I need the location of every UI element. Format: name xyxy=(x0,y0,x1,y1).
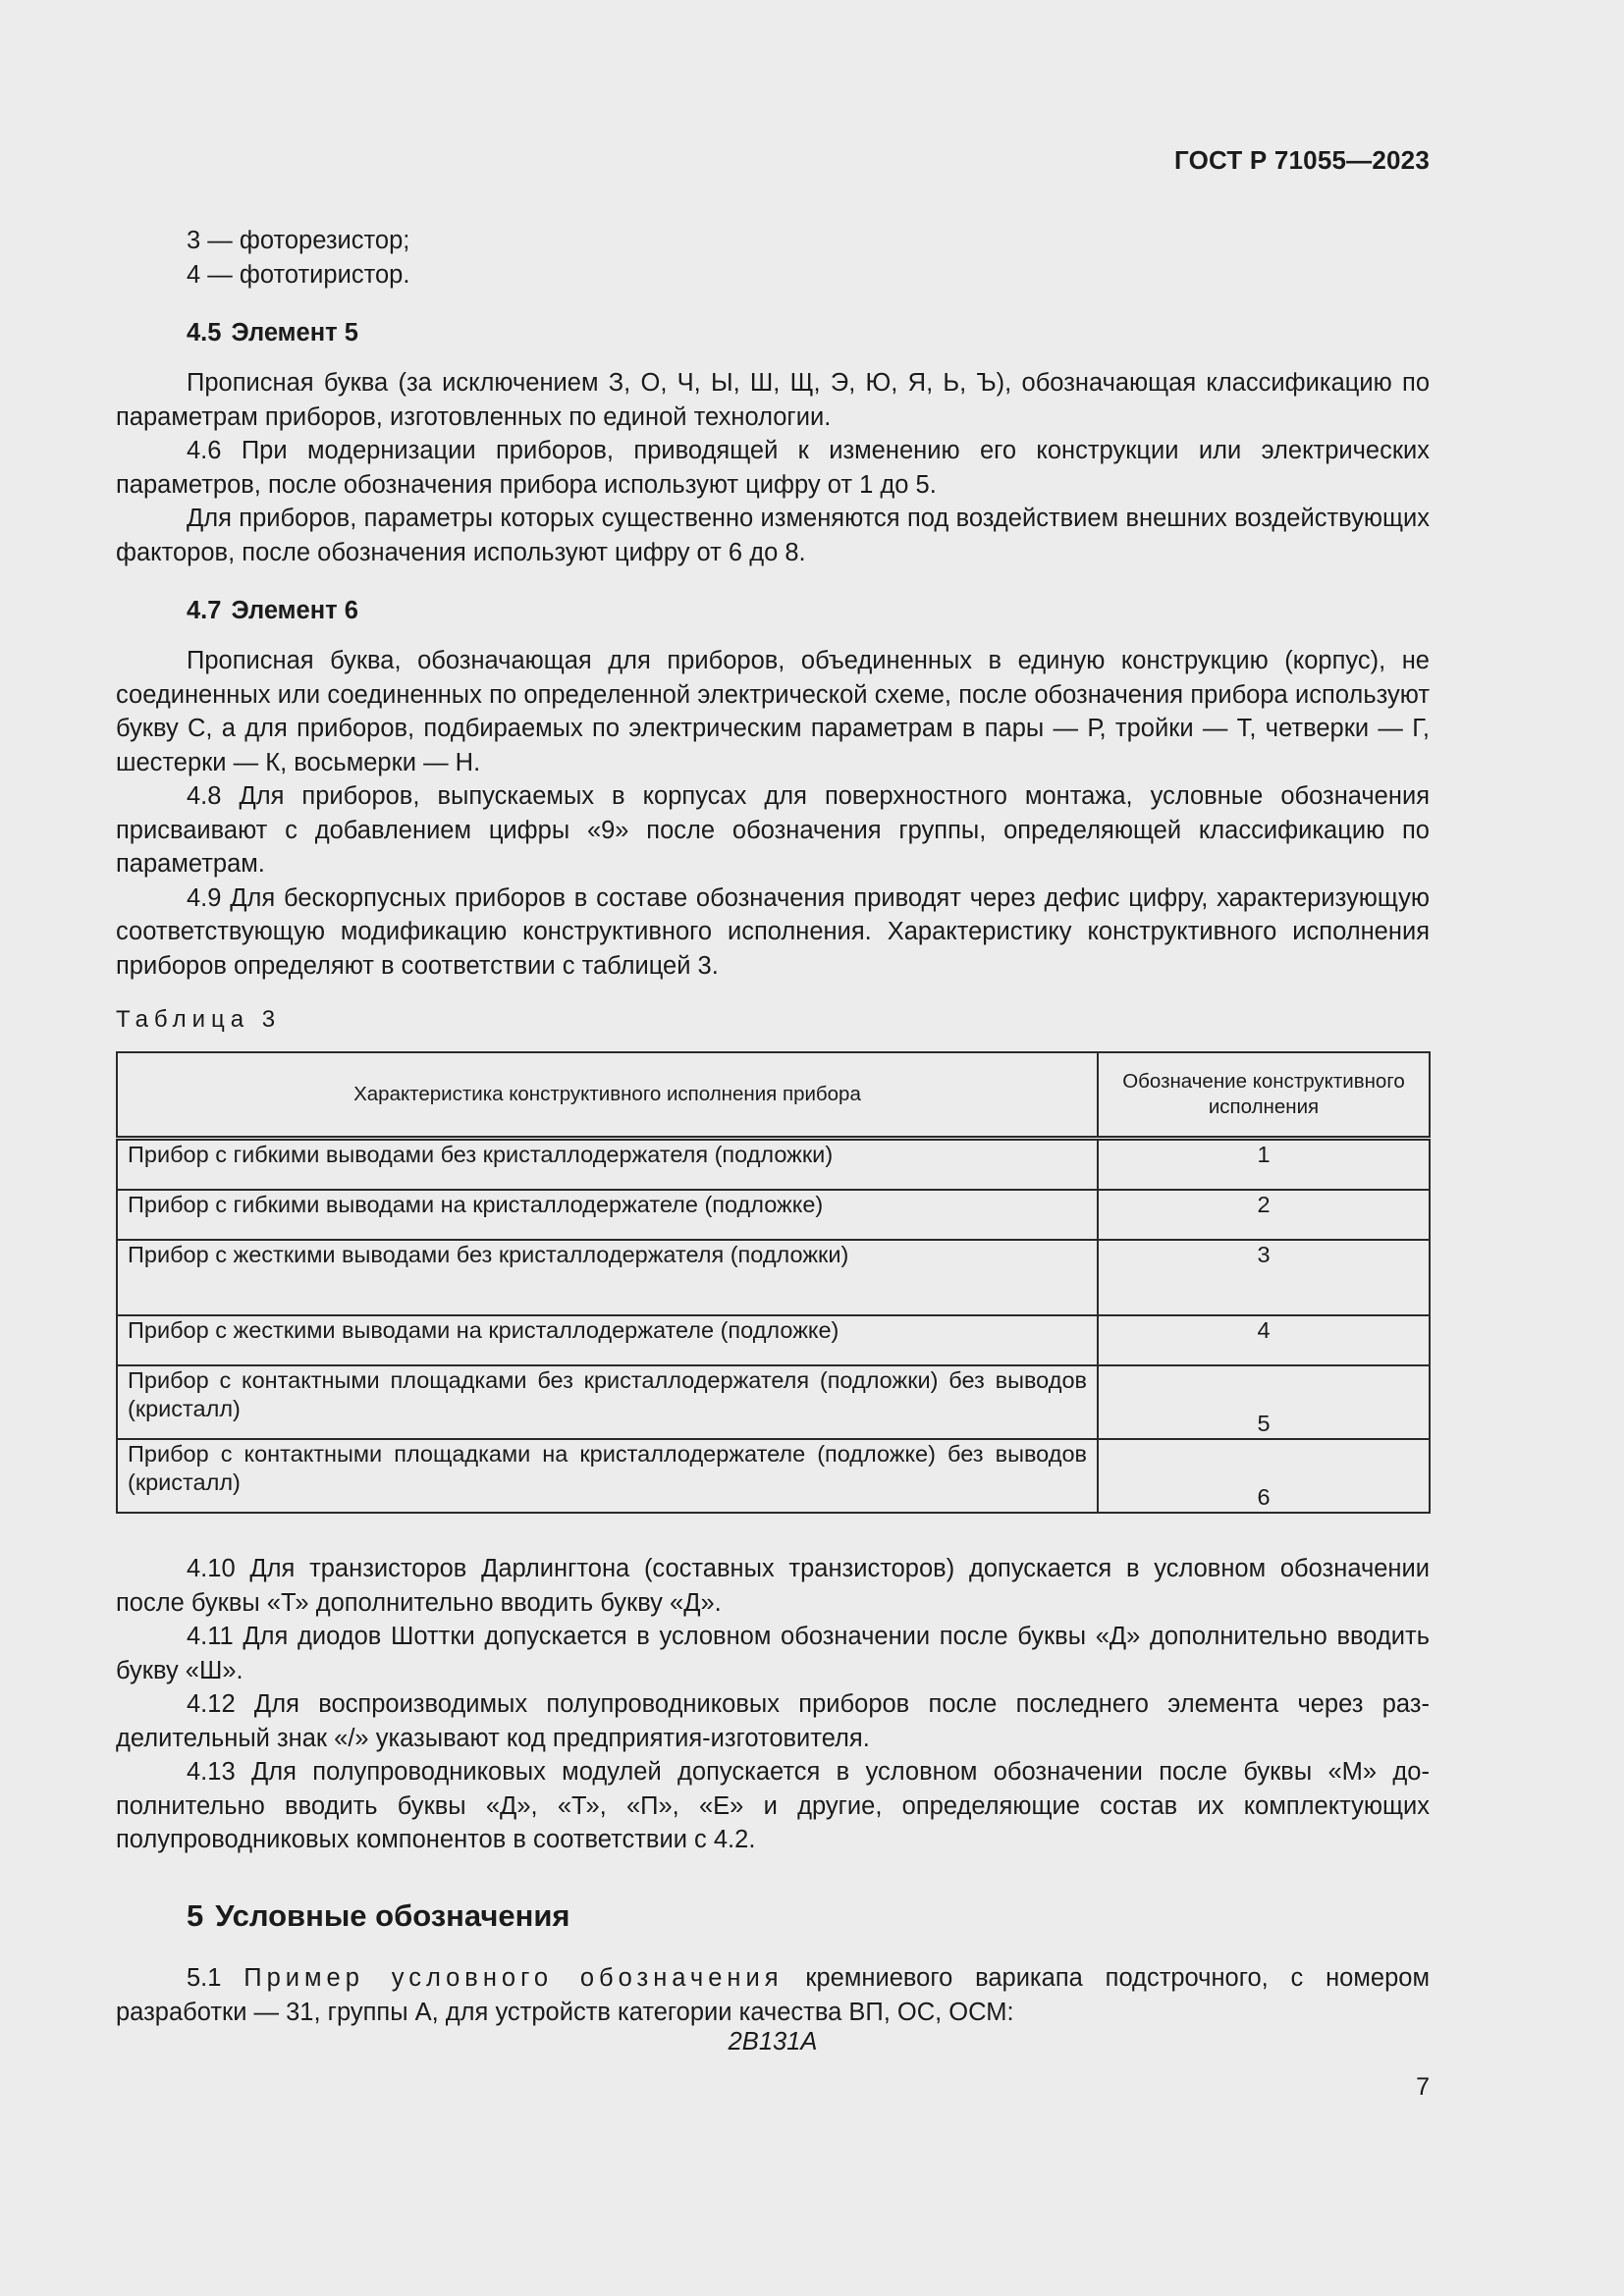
paragraph-5-1 xyxy=(116,1961,1430,2029)
section-4-7 xyxy=(116,594,1430,628)
section-title: Условные обозначения xyxy=(215,1898,570,1933)
table-cell-description: Прибор с контактными площадками без кристаллодержателя (подложки) без выводов (кристалл) xyxy=(117,1365,1098,1439)
paragraph-text: кремниевого варикапа подстрочного, с номером разработки — 31, группы А, для устройств категории качества ВП, ОС, ОСМ: xyxy=(116,1964,1430,2026)
section-number: 4.7 xyxy=(187,597,222,624)
paragraph: Для приборов, параметры которых существенно изменяются под воздействием внешних воздействующих факторов, после обозначения используют цифру от 6 до 8. xyxy=(116,505,1430,566)
section-title: Элемент 5 xyxy=(231,319,358,347)
text-block-4-7-4-9 xyxy=(116,644,1430,983)
table-cell-description: Прибор с жесткими выводами на кристаллодержателе (подложке) xyxy=(117,1315,1098,1365)
table-cell-code: 6 xyxy=(1098,1439,1430,1513)
text-block-4-10-4-13 xyxy=(116,1552,1430,1857)
table-cell-code: 2 xyxy=(1098,1190,1430,1240)
table-cell-description: Прибор с гибкими выводами на кристаллодержателе (подложке) xyxy=(117,1190,1098,1240)
text-block-top xyxy=(116,224,1430,292)
paragraph-4-11: 4.11 Для диодов Шоттки допускается в условном обозначении после буквы «Д» дополнительно вводить букву «Ш». xyxy=(116,1623,1430,1684)
table-caption: Таблица 3 xyxy=(116,1006,282,1033)
section-heading-5 xyxy=(187,1898,569,1934)
section-number: 5 xyxy=(187,1898,204,1933)
table-row xyxy=(117,1439,1430,1513)
paragraph-4-6: 4.6 При модернизации приборов, приводящей к изменению его конструкции или электрических параметров, после обозначения прибора используют цифру от 1 до 5. xyxy=(116,437,1430,499)
table-cell-description: Прибор с жесткими выводами без кристаллодержателя (подложки) xyxy=(117,1240,1098,1315)
table-3 xyxy=(116,1051,1431,1514)
paragraph-4-13: 4.13 Для полупроводниковых модулей допускается в условном обозначении после буквы «М» дополнительно вводить буквы «Д», «Т», «П», «Е» и другие, определяющие состав их комплектующих полупроводниковых компонентов в соответствии с 4.2. xyxy=(116,1758,1430,1853)
text-block-5-1 xyxy=(116,1961,1430,2029)
table-cell-code: 3 xyxy=(1098,1240,1430,1315)
table-column-header: Характеристика конструктивного исполнения прибора xyxy=(117,1052,1098,1139)
list-item: 3 — фоторезистор; xyxy=(187,227,410,254)
table-row xyxy=(117,1139,1430,1191)
section-number: 4.5 xyxy=(187,319,222,347)
paragraph-number: 5.1 xyxy=(187,1964,222,1992)
paragraph-4-10: 4.10 Для транзисторов Дарлингтона (составных транзисторов) допускается в условном обозначении после буквы «Т» дополнительно вводить букву «Д». xyxy=(116,1555,1430,1617)
section-heading xyxy=(116,594,1430,628)
paragraph: Прописная буква, обозначающая для приборов, объединенных в единую конструкцию (корпус), не соединенных или соединенных по определенной электрической схеме, после обозначения прибора используют букву С, а для приборов, подбираемых по электрическим параметрам в пары — Р, тройки — Т, четверки — Г, шестерки — К, восьмерки — Н. xyxy=(116,647,1430,776)
table-cell-code: 5 xyxy=(1098,1365,1430,1439)
list-item: 4 — фототиристор. xyxy=(187,260,410,289)
table-header-row xyxy=(117,1052,1430,1139)
table-cell-code: 1 xyxy=(1098,1139,1430,1191)
section-title: Элемент 6 xyxy=(231,597,358,624)
paragraph-4-12: 4.12 Для воспроизводимых полупроводниковых приборов после последнего элемента через разделительный знак «/» указывают код предприятия-изготовителя. xyxy=(116,1690,1430,1752)
table-row xyxy=(117,1190,1430,1240)
page-number: 7 xyxy=(1416,2073,1430,2101)
document-id-header: ГОСТ Р 71055—2023 xyxy=(1174,145,1430,175)
table-cell-description: Прибор с контактными площадками на кристаллодержателе (подложке) без выводов (кристалл) xyxy=(117,1439,1098,1513)
paragraph-4-9: 4.9 Для бескорпусных приборов в составе обозначения приводят через дефис цифру, характеризующую соответствующую модификацию конструктивного исполнения. Характеристику конструктивного исполнения приборов определяют в соответствии с таблицей 3. xyxy=(116,883,1430,980)
table-cell-description: Прибор с гибкими выводами без кристаллодержателя (подложки) xyxy=(117,1139,1098,1191)
table-row xyxy=(117,1315,1430,1365)
emphasized-phrase: Пример условного обозначения xyxy=(244,1964,784,1992)
designation-example: 2В131А xyxy=(728,2028,818,2056)
text-block-4-5-4-6 xyxy=(116,366,1430,569)
paragraph: Прописная буква (за исключением З, О, Ч, Ы, Ш, Щ, Э, Ю, Я, Ь, Ъ), обозначающая классификацию по параметрам приборов, изготовленных по единой технологии. xyxy=(116,369,1430,431)
paragraph-4-8: 4.8 Для приборов, выпускаемых в корпусах для поверхностного монтажа, условные обозначения присваивают с добавлением цифры «9» после обозначения группы, определяющей классификацию по параметрам. xyxy=(116,782,1430,878)
section-heading xyxy=(116,316,1430,350)
table-cell-code: 4 xyxy=(1098,1315,1430,1365)
table-row xyxy=(117,1365,1430,1439)
section-4-5 xyxy=(116,316,1430,350)
table-column-header: Обозначение конструктивного исполнения xyxy=(1098,1052,1430,1139)
table-row xyxy=(117,1240,1430,1315)
